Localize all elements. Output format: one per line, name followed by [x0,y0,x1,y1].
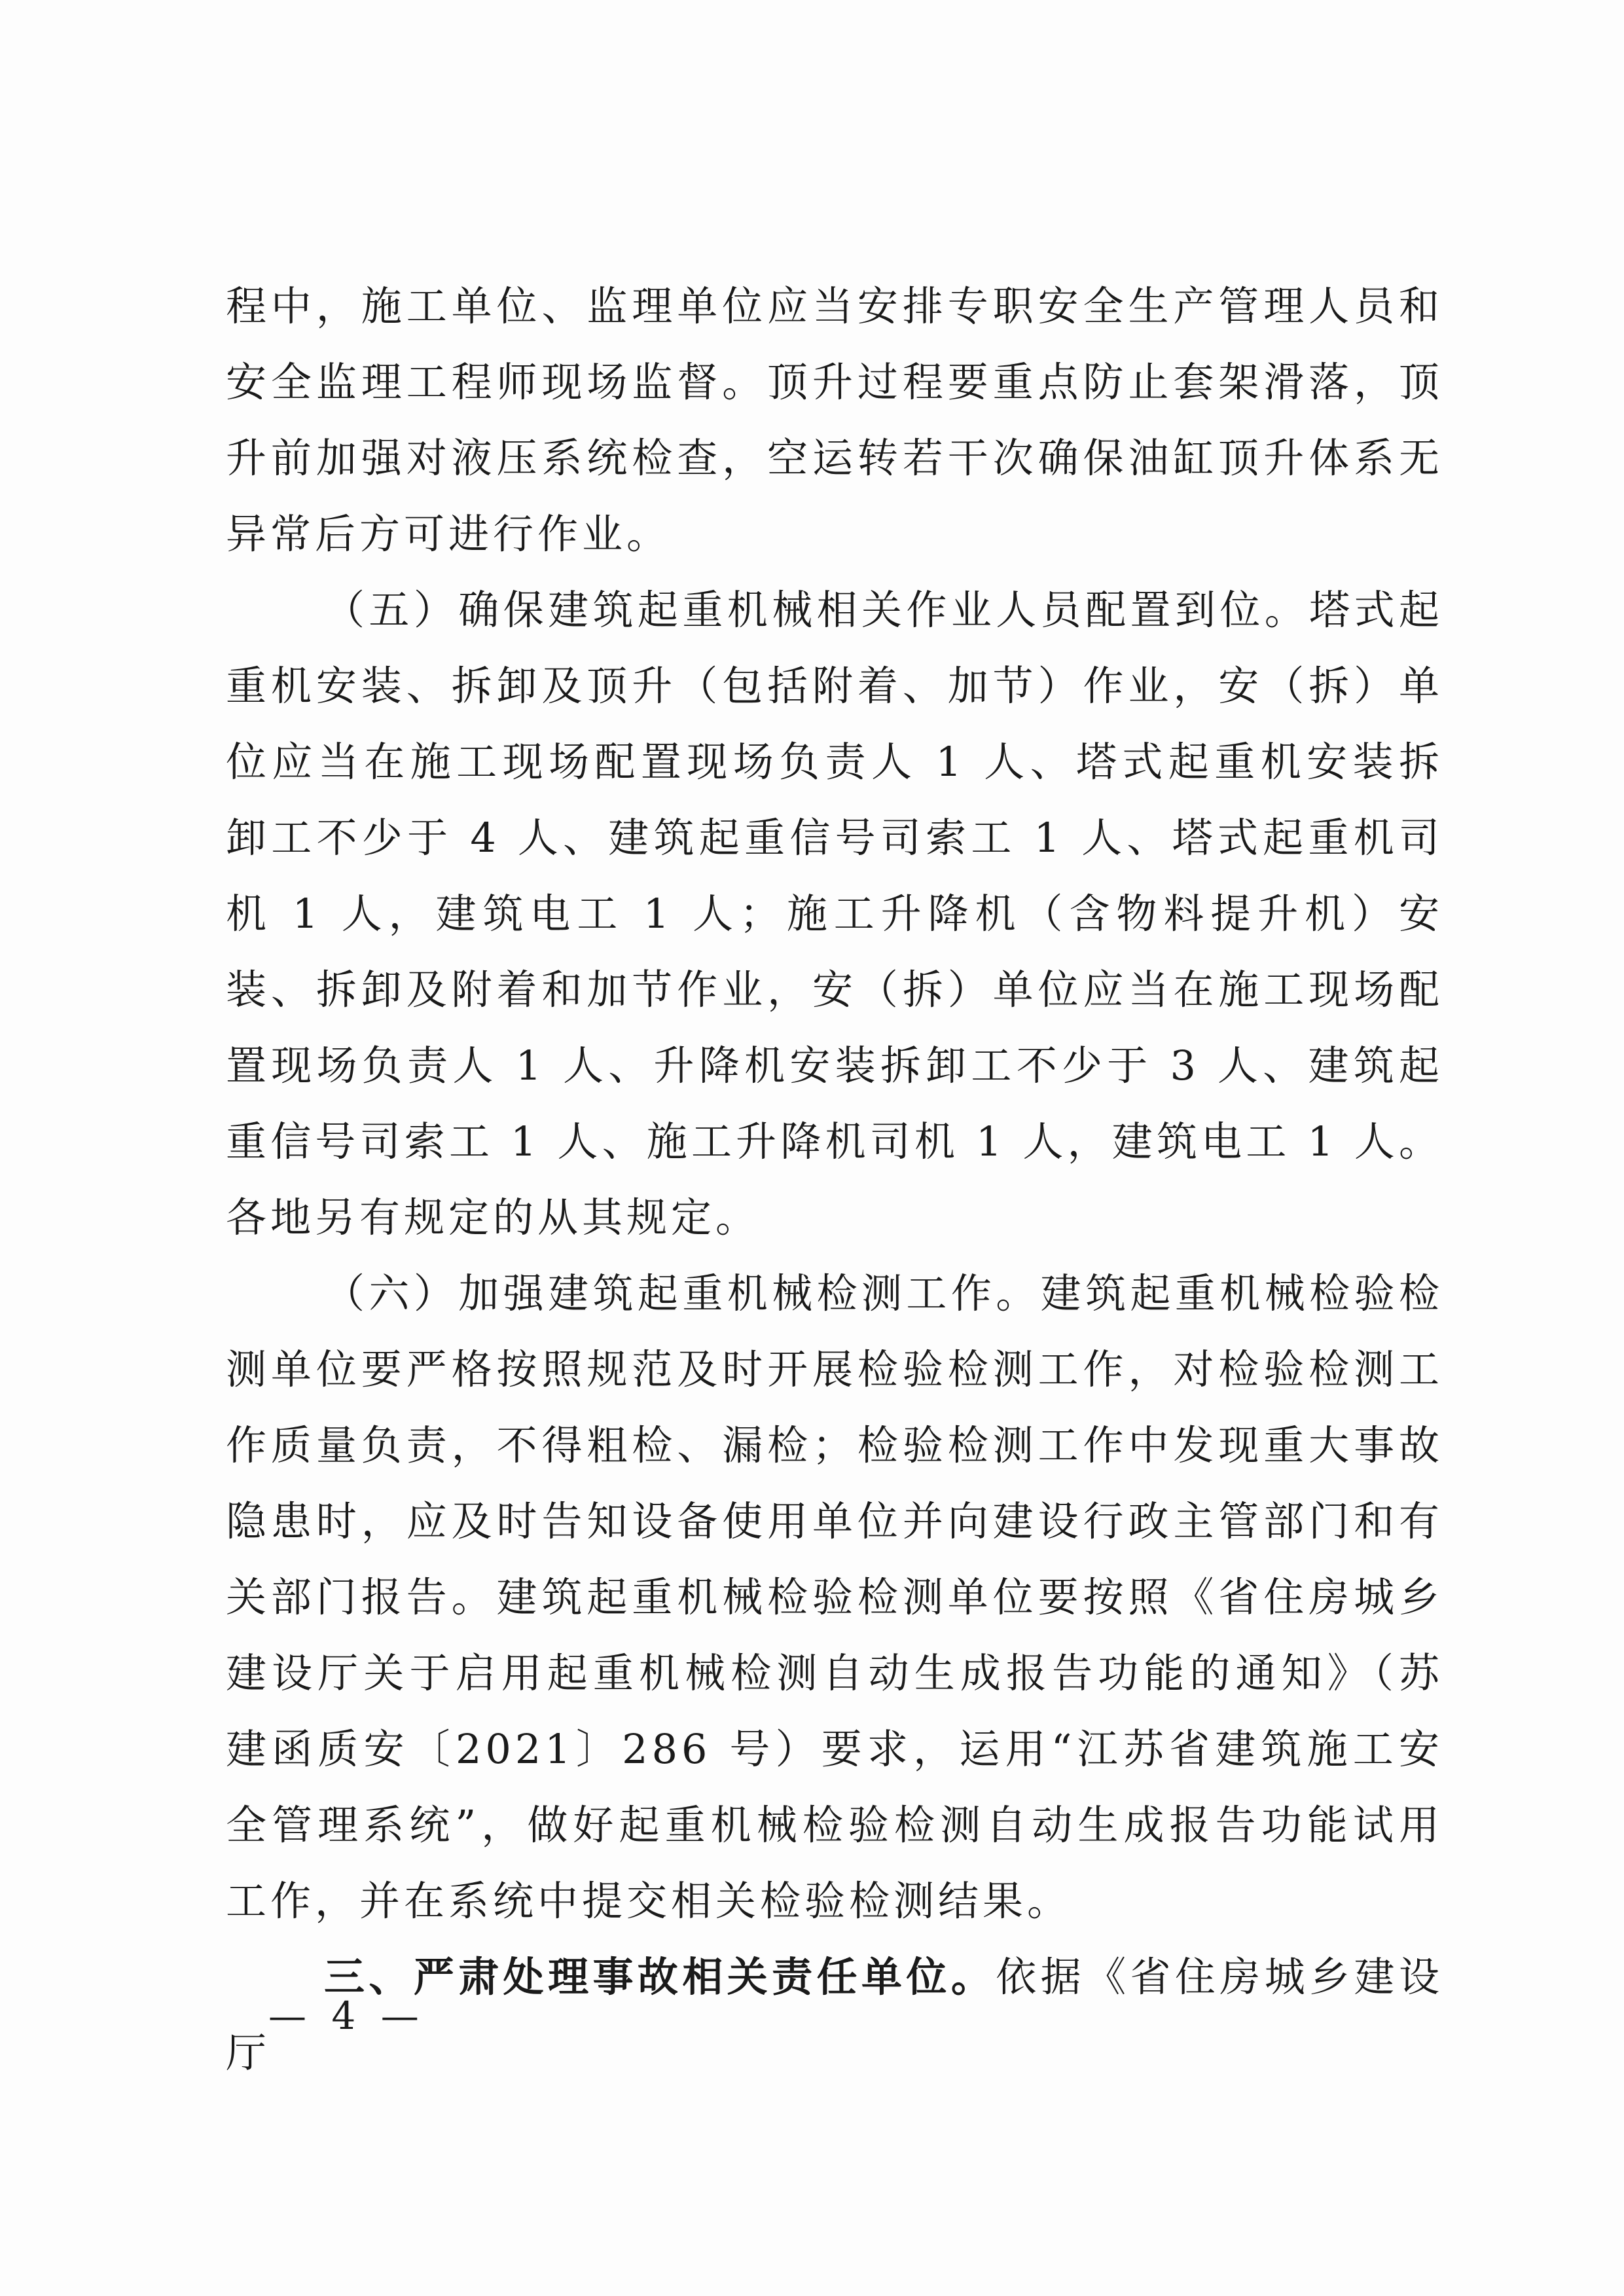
section-heading: 三、严肃处理事故相关责任单位。 [324,1953,996,2001]
paragraph-text: （六）加强建筑起重机械检测工作。建筑起重机械检验检测单位要严格按照规范及时开展检验检测工作，对检验检测工作质量负责，不得粗检、漏检；检验检测工作中发现重大事故隐患时，应及时告知设备使用单位并向建设行政主管部门和有关部门报告。建筑起重机械检验检测单位要按照《省住房城乡建设厅关于启用起重机械检测自动生成报告功能的通知》（苏建函质安〔2021〕286 号）要求，运用“江苏省建筑施工安全管理系统”，做好起重机械检验检测自动生成报告功能试用工作，并在系统中提交相关检验检测结果。 [226,1269,1443,1925]
paragraph-text: 程中，施工单位、监理单位应当安排专职安全生产管理人员和安全监理工程师现场监督。顶升过程要重点防止套架滑落，顶升前加强对液压系统检查，空运转若干次确保油缸顶升体系无异常后方可进行作业。 [226,282,1443,558]
paragraph-text: 依据《省住房城乡建设厅 [226,1953,1443,2077]
paragraph-continuation [226,268,1443,572]
paragraph-section-6 [226,1256,1443,1939]
paragraph-text: （五）确保建筑起重机械相关作业人员配置到位。塔式起重机安装、拆卸及顶升（包括附着、加节）作业，安（拆）单位应当在施工现场配置现场负责人 1 人、塔式起重机安装拆卸工不少于 4 人、建筑起重信号司索工 1 人、塔式起重机司机 1 人，建筑电工 1 人；施工升降机（含物料提升机）安装、拆卸及附着和加节作业，安（拆）单位应当在施工现场配置现场负责人 1 人、升降机安装拆卸工不少于 3 人、建筑起重信号司索工 1 人、施工升降机司机 1 人，建筑电工 1 人。各地另有规定的从其规定。 [226,586,1443,1241]
body-text [226,268,1443,2091]
page-number: — 4 — [268,1994,425,2038]
paragraph-section-5 [226,572,1443,1256]
